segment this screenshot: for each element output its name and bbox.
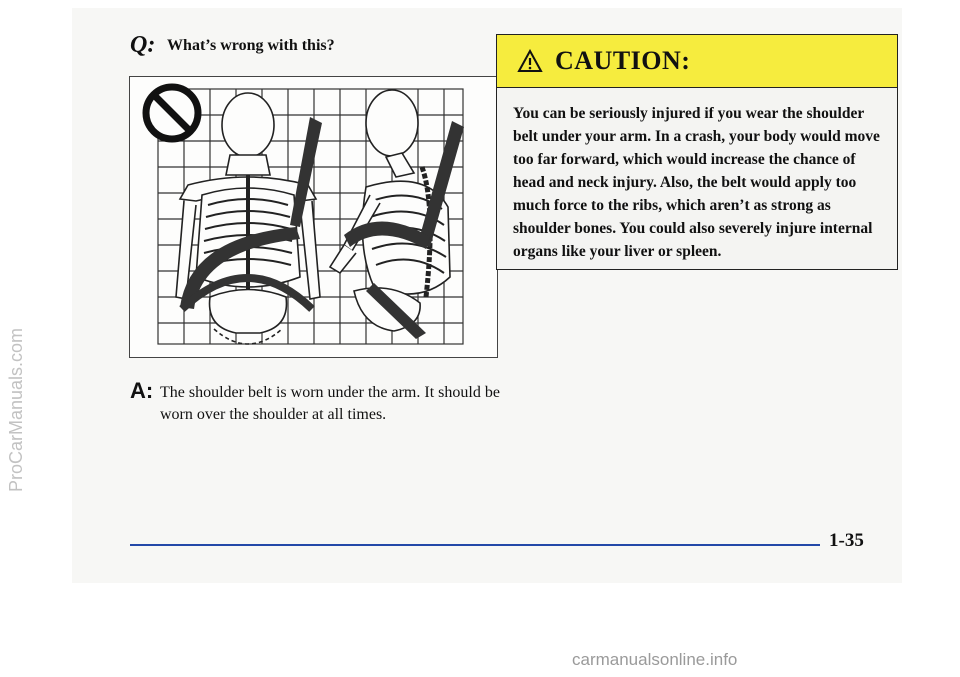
seatbelt-illustration bbox=[129, 76, 498, 358]
illustration-svg bbox=[130, 77, 497, 357]
caution-title: CAUTION: bbox=[555, 46, 691, 75]
caution-header bbox=[497, 35, 897, 88]
caution-text: You can be seriously injured if you wear the shoulder belt under your arm. In a crash, your body would move too far forward, which would increase the chance of head and neck injury. Also, the belt would apply too much force to the ribs, which aren’t as strong as shoulder bones. You could also severely injure internal organs like your liver or spleen. bbox=[513, 105, 880, 260]
warning-triangle-icon bbox=[517, 49, 543, 73]
answer-text: The shoulder belt is worn under the arm. It should be worn over the shoulder at all times. bbox=[160, 384, 500, 423]
page-number: 1-35 bbox=[829, 530, 864, 551]
footer-watermark: carmanualsonline.info bbox=[572, 650, 738, 669]
footer-rule bbox=[130, 544, 820, 546]
question-label: Q: bbox=[130, 32, 156, 58]
answer-label: A: bbox=[130, 378, 154, 403]
answer bbox=[130, 378, 500, 426]
no-symbol-icon bbox=[146, 87, 198, 139]
side-watermark: ProCarManuals.com bbox=[6, 327, 26, 493]
caution-box bbox=[496, 34, 898, 270]
question-text: What’s wrong with this? bbox=[167, 37, 335, 54]
question bbox=[130, 32, 335, 59]
